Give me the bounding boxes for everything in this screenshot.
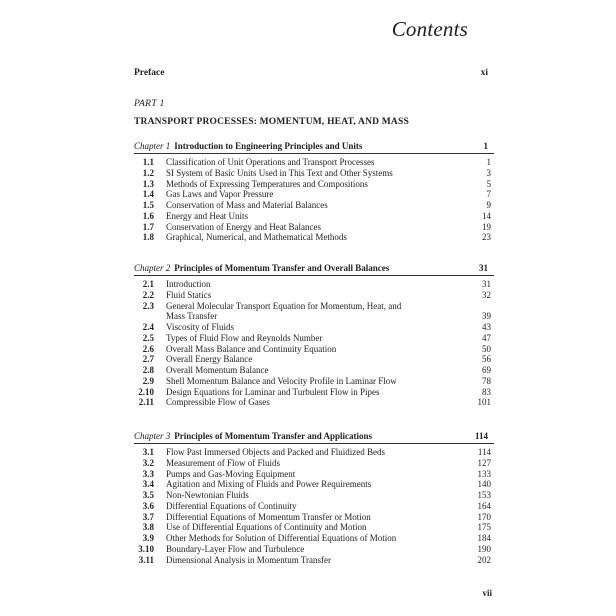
chapter-rule bbox=[134, 443, 494, 444]
section-number: 1.5 bbox=[142, 200, 154, 210]
chapter-heading bbox=[0, 141, 616, 153]
section-title: Shell Momentum Balance and Velocity Profile in Laminar Flow bbox=[166, 375, 397, 386]
section-page: 190 bbox=[477, 543, 491, 554]
chapter-label: Chapter 3 bbox=[134, 431, 171, 441]
section-number: 3.1 bbox=[142, 447, 154, 457]
section-number: 1.8 bbox=[142, 232, 154, 243]
section-page: 31 bbox=[482, 279, 491, 289]
section-number: 2.5 bbox=[142, 332, 154, 343]
section-number: 1.2 bbox=[142, 167, 154, 178]
section-title: SI System of Basic Units Used in This Text and Other Systems bbox=[166, 167, 393, 178]
section-number: 3.8 bbox=[142, 522, 154, 533]
section-page: 39 bbox=[482, 311, 491, 322]
section-page: 127 bbox=[477, 457, 491, 468]
section-row bbox=[0, 555, 616, 567]
part-title: TRANSPORT PROCESSES: MOMENTUM, HEAT, AND MASS bbox=[134, 117, 409, 127]
section-page: 164 bbox=[477, 500, 491, 511]
section-title: Conservation of Mass and Material Balances bbox=[166, 200, 328, 210]
section-title: Mass Transfer bbox=[166, 311, 218, 322]
section-title: Dimensional Analysis in Momentum Transfer bbox=[166, 554, 331, 565]
section-page: 50 bbox=[482, 343, 491, 354]
section-title: Introduction bbox=[166, 279, 211, 289]
section-row bbox=[0, 232, 616, 244]
chapter-page: 1 bbox=[483, 141, 488, 151]
section-page: 69 bbox=[482, 365, 491, 375]
section-number: 3.2 bbox=[142, 457, 154, 468]
chapter-page: 114 bbox=[474, 431, 488, 441]
chapter-heading bbox=[0, 263, 616, 275]
section-title: Boundary-Layer Flow and Turbulence bbox=[166, 543, 305, 554]
section-number: 2.6 bbox=[142, 343, 154, 354]
chapter-rule bbox=[134, 275, 494, 276]
section-page: 32 bbox=[482, 289, 491, 300]
section-number: 1.4 bbox=[142, 189, 154, 200]
section-title: Measurement of Flow of Fluids bbox=[166, 457, 280, 468]
section-number: 2.10 bbox=[138, 386, 154, 397]
section-page: 23 bbox=[482, 232, 491, 243]
section-title: Gas Laws and Vapor Pressure bbox=[166, 189, 274, 200]
section-number: 3.6 bbox=[142, 500, 154, 511]
section-page: 153 bbox=[477, 490, 491, 500]
chapter-heading-text bbox=[134, 141, 362, 151]
section-title: Compressible Flow of Gases bbox=[166, 397, 270, 408]
preface-row bbox=[0, 68, 616, 80]
section-page: 3 bbox=[486, 167, 491, 178]
section-page: 184 bbox=[477, 533, 491, 543]
part-label: PART 1 bbox=[134, 99, 165, 109]
section-page: 14 bbox=[482, 210, 491, 221]
section-title: Graphical, Numerical, and Mathematical Methods bbox=[166, 232, 347, 243]
section-page: 56 bbox=[482, 354, 491, 365]
chapter-label: Chapter 2 bbox=[134, 263, 171, 273]
section-number: 3.4 bbox=[142, 479, 154, 490]
chapter-heading-text bbox=[134, 431, 372, 441]
section-title: Conservation of Energy and Heat Balances bbox=[166, 221, 322, 232]
chapter-title: Principles of Momentum Transfer and Applications bbox=[174, 431, 373, 441]
section-number: 3.9 bbox=[142, 533, 154, 543]
section-title: Design Equations for Laminar and Turbulent Flow in Pipes bbox=[166, 386, 380, 397]
section-number: 3.3 bbox=[142, 468, 154, 479]
section-title: Differential Equations of Momentum Transfer or Motion bbox=[166, 511, 371, 522]
page-title: Contents bbox=[391, 17, 468, 41]
section-page: 9 bbox=[486, 200, 491, 210]
section-number: 3.10 bbox=[138, 543, 154, 554]
section-number: 2.3 bbox=[142, 300, 154, 311]
section-title: Energy and Heat Units bbox=[166, 210, 249, 221]
chapter-title: Principles of Momentum Transfer and Overall Balances bbox=[174, 263, 390, 273]
section-number: 2.2 bbox=[142, 289, 154, 300]
section-title: Non-Newtonian Fluids bbox=[166, 490, 249, 500]
section-number: 3.11 bbox=[138, 554, 154, 565]
section-number: 1.7 bbox=[142, 221, 154, 232]
section-page: 1 bbox=[486, 157, 491, 167]
section-page: 47 bbox=[482, 332, 491, 343]
section-title: Agitation and Mixing of Fluids and Power Requirements bbox=[166, 479, 372, 490]
section-title: Use of Differential Equations of Continuity and Motion bbox=[166, 522, 367, 533]
section-title: Flow Past Immersed Objects and Packed and Fluidized Beds bbox=[166, 447, 385, 457]
section-title: Viscosity of Fluids bbox=[166, 322, 234, 332]
section-title: Fluid Statics bbox=[166, 289, 212, 300]
section-number: 3.5 bbox=[142, 490, 154, 500]
part-title-row bbox=[0, 117, 616, 129]
section-page: 114 bbox=[477, 447, 491, 457]
section-page: 78 bbox=[482, 375, 491, 386]
section-title: Pumps and Gas-Moving Equipment bbox=[166, 468, 296, 479]
section-title: Overall Momentum Balance bbox=[166, 365, 269, 375]
section-page: 83 bbox=[482, 386, 491, 397]
section-title: Types of Fluid Flow and Reynolds Number bbox=[166, 332, 323, 343]
section-page: 19 bbox=[482, 221, 491, 232]
section-page: 140 bbox=[477, 479, 491, 490]
section-row bbox=[0, 397, 616, 409]
section-title: Overall Energy Balance bbox=[166, 354, 253, 365]
section-page: 43 bbox=[482, 322, 491, 332]
part-row bbox=[0, 99, 616, 111]
section-page: 133 bbox=[477, 468, 491, 479]
section-page: 202 bbox=[477, 554, 491, 565]
section-title: Other Methods for Solution of Differential Equations of Motion bbox=[166, 533, 397, 543]
section-number: 3.7 bbox=[142, 511, 154, 522]
preface-label: Preface bbox=[134, 68, 165, 78]
section-number: 1.3 bbox=[142, 178, 154, 189]
section-number: 2.8 bbox=[142, 365, 154, 375]
section-number: 2.4 bbox=[142, 322, 154, 332]
section-page: 101 bbox=[477, 397, 491, 408]
section-page: 5 bbox=[486, 178, 491, 189]
chapter-label: Chapter 1 bbox=[134, 141, 171, 151]
section-number: 2.9 bbox=[142, 375, 154, 386]
chapter-heading-text bbox=[134, 263, 389, 273]
section-title: Methods of Expressing Temperatures and Compositions bbox=[166, 178, 368, 189]
section-number: 1.1 bbox=[142, 157, 154, 167]
section-title: Differential Equations of Continuity bbox=[166, 500, 297, 511]
chapter-rule bbox=[134, 153, 494, 154]
page-number: vii bbox=[482, 588, 492, 598]
section-title: General Molecular Transport Equation for Momentum, Heat, and bbox=[166, 300, 402, 311]
section-number: 2.1 bbox=[142, 279, 154, 289]
section-number: 2.7 bbox=[142, 354, 154, 365]
section-title: Overall Mass Balance and Continuity Equation bbox=[166, 343, 337, 354]
section-number: 1.6 bbox=[142, 210, 154, 221]
chapter-title: Introduction to Engineering Principles and Units bbox=[174, 141, 363, 151]
chapter-heading bbox=[0, 431, 616, 443]
section-page: 175 bbox=[477, 522, 491, 533]
section-page: 7 bbox=[486, 189, 491, 200]
section-number: 2.11 bbox=[138, 397, 154, 408]
chapter-page: 31 bbox=[479, 263, 488, 273]
section-title: Classification of Unit Operations and Transport Processes bbox=[166, 157, 375, 167]
preface-page: xi bbox=[480, 68, 488, 78]
section-page: 170 bbox=[477, 511, 491, 522]
